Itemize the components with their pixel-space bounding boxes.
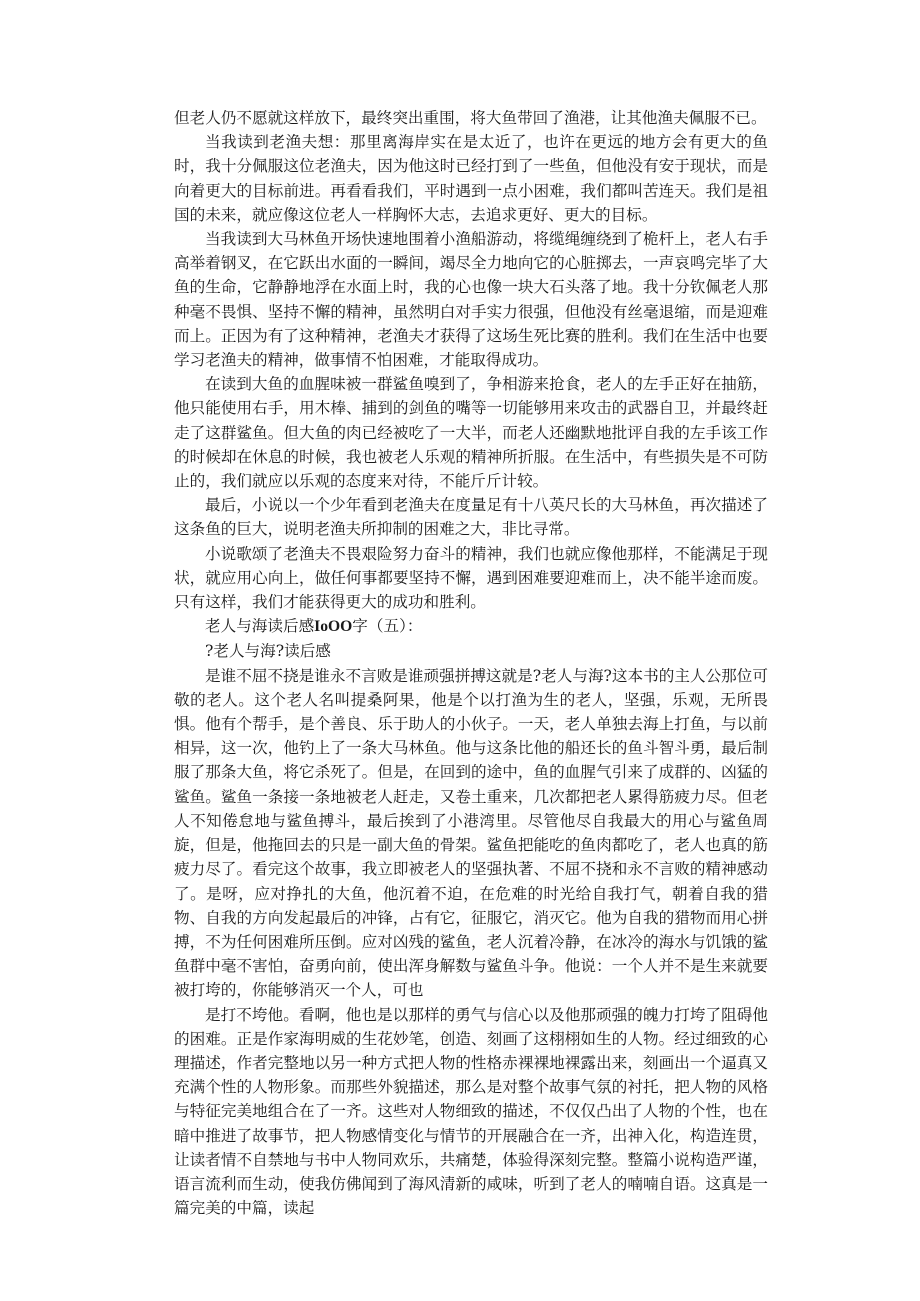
section-subtitle: ?老人与海?读后感	[205, 642, 331, 661]
paragraph: 小说歌颂了老渔夫不畏艰险努力奋斗的精神，我们也就应像他那样，不能满足于现状，就应用心向上，做任何事都要坚持不懈，遇到困难要迎难而上，决不能半途而废。只有这样，我们才能获得更大的成功和胜利。	[174, 544, 768, 612]
paragraph: 在读到大鱼的血腥味被一群鲨鱼嗅到了，争相游来抢食，老人的左手正好在抽筋，他只能使用右手，用木棒、捕到的剑鱼的嘴等一切能够用来攻击的武器自卫，并最终赶走了这群鲨鱼。但大鱼的肉已经被吃了一大半，而老人还幽默地批评自我的左手该工作的时候却在休息的时候，我也被老人乐观的精神所折服。在生活中，有些损失是不可防止的，我们就应以乐观的态度来对待，不能斤斤计较。	[174, 375, 768, 491]
section-heading	[174, 614, 768, 639]
paragraph: 是谁不屈不挠是谁永不言败是谁顽强拼搏这就是?老人与海?这本书的主人公那位可敬的老人。这个老人名叫提桑阿果，他是个以打渔为生的老人，坚强，乐观，无所畏惧。他有个帮手，是个善良、乐于助人的小伙子。一天，老人单独去海上打鱼，与以前相异，这一次，他钓上了一条大马林鱼。他与这条比他的船还长的鱼斗智斗勇，最后制服了那条大鱼，将它杀死了。但是，在回到的途中，鱼的血腥气引来了成群的、凶猛的鲨鱼。鲨鱼一条接一条地被老人赶走，又卷土重来，几次都把老人累得筋疲力尽。但老人不知倦怠地与鲨鱼搏斗，最后挨到了小港湾里。尽管他尽自我最大的用心与鲨鱼周旋，但是，他拖回去的只是一副大鱼的骨架。鲨鱼把能吃的鱼肉都吃了，老人也真的筋疲力尽了。看完这个故事，我立即被老人的坚强执著、不屈不挠和永不言败的精神感动了。是呀，应对挣扎的大鱼，他沉着不迫，在危难的时光给自我打气，朝着自我的猎物、自我的方向发起最后的冲锋，占有它，征服它，消灭它。他为自我的猎物而用心拼搏，不为任何困难所压倒。应对凶残的鲨鱼，老人沉着冷静，在冰冷的海水与饥饿的鲨鱼群中毫不害怕，奋勇向前，使出浑身解数与鲨鱼斗争。他说：一个人并不是生来就要被打垮的，你能够消灭一个人，可也	[174, 666, 768, 1000]
paragraph: 但老人仍不愿就这样放下，最终突出重围，将大鱼带回了渔港，让其他渔夫佩服不已。	[174, 109, 767, 127]
document-body	[174, 106, 768, 1220]
section-heading-bold: IoOO	[314, 618, 353, 636]
paragraph: 当我读到大马林鱼开场快速地围着小渔船游动，将缆绳缠绕到了桅杆上，老人右手高举着钢叉，在它跃出水面的一瞬间，竭尽全力地向它的心脏掷去，一声哀鸣完毕了大鱼的生命，它静静地浮在水面上时，我的心也像一块大石头落了地。我十分钦佩老人那种毫不畏惧、坚持不懈的精神，虽然明白对手实力很强，但他没有丝毫退缩，而是迎难而上。正因为有了这种精神，老渔夫才获得了这场生死比赛的胜利。我们在生活中也要学习老渔夫的精神，做事情不怕困难，才能取得成功。	[174, 230, 768, 370]
paragraph: 是打不垮他。看啊，他也是以那样的勇气与信心以及他那顽强的魄力打垮了阻碍他的困难。正是作家海明威的生花妙笔，创造、刻画了这栩栩如生的人物。经过细致的心理描述，作者完整地以另一种方式把人物的性格赤裸裸地裸露出来，刻画出一个逼真又充满个性的人物形象。而那些外貌描述，那么是对整个故事气氛的衬托，把人物的风格与特征完美地组合在了一齐。这些对人物细致的描述，不仅仅凸出了人物的个性，也在暗中推进了故事节，把人物感情变化与情节的开展融合在一齐，出神入化，构造连贯，让读者情不自禁地与书中人物同欢乐，共痛楚，体验得深刻完整。整篇小说构造严谨，语言流利而生动，使我仿佛闻到了海风清新的咸味，听到了老人的喃喃自语。这真是一篇完美的中篇，读起	[174, 1005, 768, 1218]
section-heading-prefix: 老人与海读后感	[205, 617, 315, 636]
section-heading-suffix: 字（五）：	[352, 617, 423, 636]
paragraph: 当我读到老渔夫想：那里离海岸实在是太近了，也许在更远的地方会有更大的鱼时，我十分佩服这位老渔夫，因为他这时已经打到了一些鱼，但他没有安于现状，而是向着更大的目标前进。再看看我们，平时遇到一点小困难，我们都叫苦连天。我们是祖国的未来，就应像这位老人一样胸怀大志，去追求更好、更大的目标。	[174, 133, 768, 224]
paragraph: 最后，小说以一个少年看到老渔夫在度量足有十八英尺长的大马林鱼，再次描述了这条鱼的巨大，说明老渔夫所抑制的困难之大，非比寻常。	[174, 496, 768, 539]
